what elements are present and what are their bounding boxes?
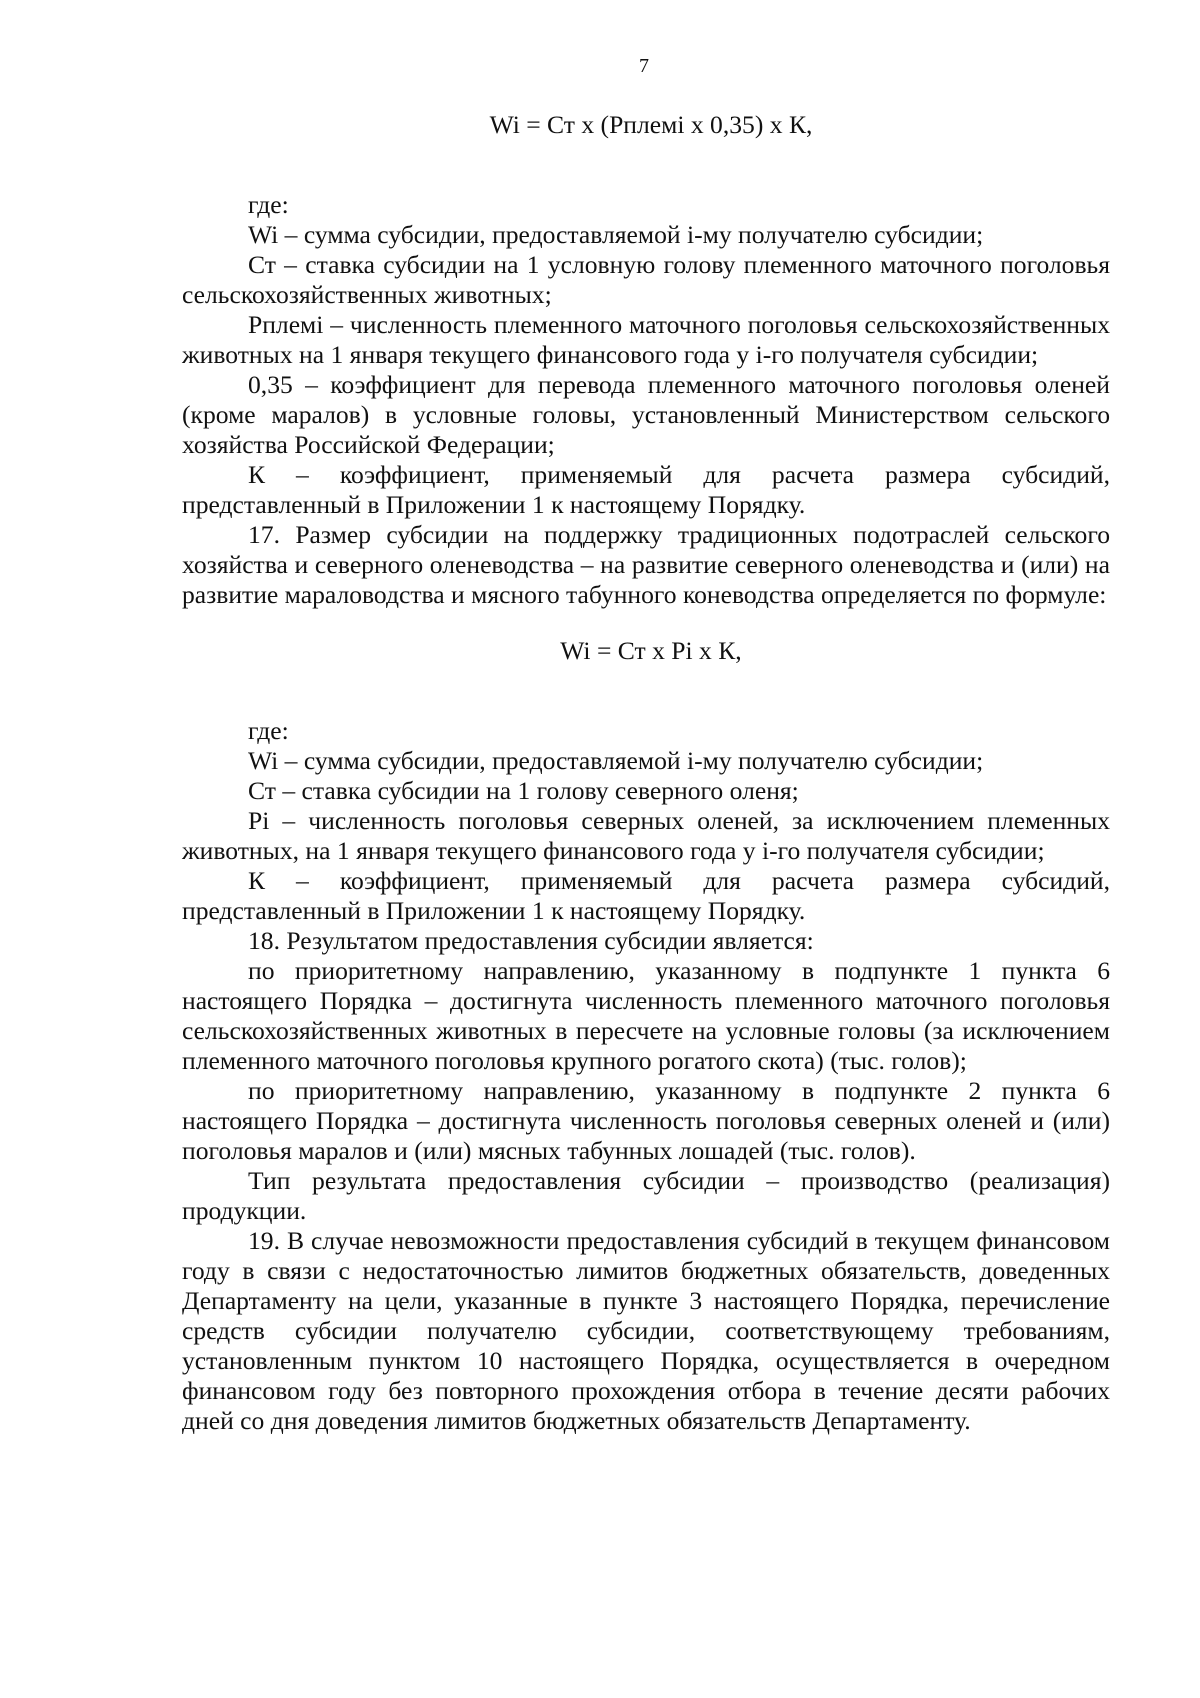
- definition-wi: Wi – сумма субсидии, предоставляемой i-му получателю субсидии;: [248, 746, 984, 775]
- definition-ri: Рi – численность поголовья северных оленей, за исключением племенных животных, на 1 января текущего финансового года у i-го получателя субсидии;: [182, 806, 1110, 865]
- definition-rplem: Рплемi – численность племенного маточного поголовья сельскохозяйственных животных на 1 января текущего финансового года у i-го получателя субсидии;: [182, 310, 1110, 369]
- where-label: где:: [248, 716, 289, 745]
- paragraph-19: 19. В случае невозможности предоставления субсидий в текущем финансовом году в связи с недостаточностью лимитов бюджетных обязательств, доведенных Департаменту на цели, указанные в пункте 3 настоящего Порядка, перечисление средств субсидии получателю субсидии, соответствующему требованиям, установленным пунктом 10 настоящего Порядка, осуществляется в очередном финансовом году без повторного прохождения отбора в течение десяти рабочих дней со дня доведения лимитов бюджетных обязательств Департаменту.: [182, 1226, 1110, 1435]
- definition-st: Ст – ставка субсидии на 1 голову северного оленя;: [248, 776, 799, 805]
- definition-wi: Wi – сумма субсидии, предоставляемой i-му получателю субсидии;: [248, 220, 984, 249]
- paragraph-18-item-1: по приоритетному направлению, указанному в подпункте 1 пункта 6 настоящего Порядка – достигнута численность племенного маточного поголовья сельскохозяйственных животных в пересчете на условные головы (за исключением племенного маточного поголовья крупного рогатого скота) (тыс. голов);: [182, 956, 1110, 1075]
- definition-st: Ст – ставка субсидии на 1 условную голову племенного маточного поголовья сельскохозяйственных животных;: [182, 250, 1110, 309]
- page-number: 7: [639, 55, 649, 77]
- formula-subsidy-reindeer: Wi = Ст х Рi х К,: [560, 636, 742, 665]
- paragraph-18: 18. Результатом предоставления субсидии является:: [248, 926, 814, 955]
- paragraph-17: 17. Размер субсидии на поддержку традиционных подотраслей сельского хозяйства и северного оленеводства – на развитие северного оленеводства и (или) на развитие мараловодства и мясного табунного коневодства определяется по формуле:: [182, 520, 1110, 609]
- paragraph-18-item-2: по приоритетному направлению, указанному в подпункте 2 пункта 6 настоящего Порядка – достигнута численность поголовья северных оленей и (или) поголовья маралов и (или) мясных табунных лошадей (тыс. голов).: [182, 1076, 1110, 1165]
- definition-k: К – коэффициент, применяемый для расчета размера субсидий, представленный в Приложении 1 к настоящему Порядку.: [182, 866, 1110, 925]
- definition-coefficient-035: 0,35 – коэффициент для перевода племенного маточного поголовья оленей (кроме маралов) в условные головы, установленный Министерством сельского хозяйства Российской Федерации;: [182, 370, 1110, 459]
- where-label: где:: [248, 190, 289, 219]
- formula-subsidy-breeding: Wi = Ст х (Рплемi х 0,35) х К,: [489, 110, 813, 139]
- document-body: [182, 110, 1110, 1436]
- paragraph-result-type: Тип результата предоставления субсидии – производство (реализация) продукции.: [182, 1166, 1110, 1225]
- definition-k: К – коэффициент, применяемый для расчета размера субсидий, представленный в Приложении 1 к настоящему Порядку.: [182, 460, 1110, 519]
